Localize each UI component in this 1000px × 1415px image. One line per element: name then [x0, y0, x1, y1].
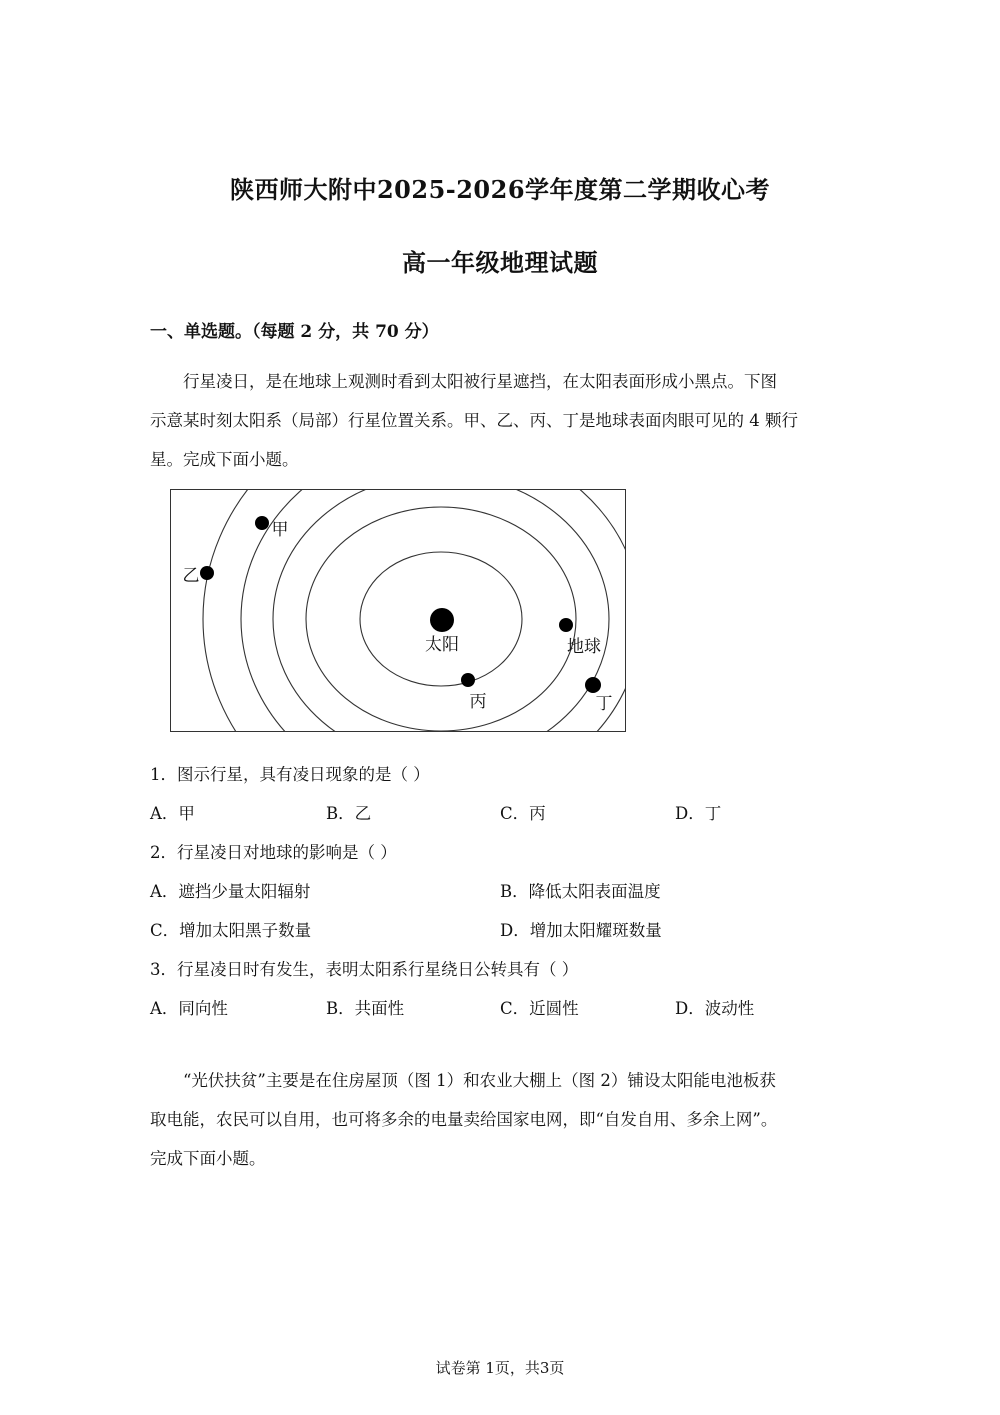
- planet-bing-dot: [461, 673, 475, 687]
- solar-system-figure: [170, 489, 626, 732]
- sun-dot: [430, 608, 454, 632]
- passage-1: [150, 362, 840, 479]
- earth-label: 地球: [567, 637, 601, 657]
- question-2-option-c[interactable]: C．增加太阳黑子数量: [150, 921, 312, 940]
- question-3-option-b[interactable]: B．共面性: [326, 999, 405, 1018]
- passage-1-line: 星。完成下面小题。: [150, 450, 299, 469]
- question-2-option-d[interactable]: D．增加太阳耀斑数量: [500, 921, 662, 940]
- exam-title-line1: 陕西师大附中2025-2026学年度第二学期收心考: [229, 175, 771, 204]
- question-2-option-a[interactable]: A．遮挡少量太阳辐射: [150, 882, 311, 901]
- planet-ding-label: 丁: [595, 694, 613, 714]
- page-footer: 试卷第 1页，共3页: [435, 1359, 565, 1377]
- passage-2-line: 取电能，农民可以自用，也可将多余的电量卖给国家电网，即“自发自用、多余上网”。: [150, 1110, 778, 1129]
- solar-system-diagram: [170, 489, 626, 732]
- exam-title-line2: 高一年级地理试题: [402, 248, 598, 277]
- passage-1-line: 示意某时刻太阳系（局部）行星位置关系。甲、乙、丙、丁是地球表面肉眼可见的 4 颗行: [150, 411, 798, 430]
- question-1-option-b[interactable]: B．乙: [326, 804, 372, 823]
- planet-bing-label: 丙: [469, 692, 487, 712]
- question-3-option-d[interactable]: D．波动性: [675, 999, 755, 1018]
- question-1-option-c[interactable]: C．丙: [500, 804, 546, 823]
- passage-2-line: 完成下面小题。: [150, 1149, 266, 1168]
- question-3-option-a[interactable]: A．同向性: [150, 999, 228, 1018]
- planet-ding-dot: [585, 677, 601, 693]
- question-1-option-d[interactable]: D．丁: [675, 804, 722, 823]
- question-1-stem: 1．图示行星，具有凌日现象的是（ ）: [150, 765, 430, 784]
- figure-frame: [171, 490, 626, 732]
- planet-yi-label: 乙: [182, 566, 200, 586]
- question-3-stem: 3．行星凌日时有发生，表明太阳系行星绕日公转具有（ ）: [150, 960, 579, 979]
- question-2-option-b[interactable]: B．降低太阳表面温度: [500, 882, 661, 901]
- question-2-stem: 2．行星凌日对地球的影响是（ ）: [150, 843, 397, 862]
- planet-jia-label: 甲: [271, 520, 289, 540]
- planet-jia-dot: [255, 516, 269, 530]
- section-heading: 一、单选题。（每题 2 分，共 70 分）: [150, 322, 439, 342]
- planet-yi-dot: [200, 566, 214, 580]
- sun-label: 太阳: [425, 635, 459, 655]
- question-1-option-a[interactable]: A．甲: [150, 804, 195, 823]
- question-3-option-c[interactable]: C．近圆性: [500, 999, 579, 1018]
- earth-dot: [559, 618, 573, 632]
- passage-2-line: “光伏扶贫”主要是在住房屋顶（图 1）和农业大棚上（图 2）铺设太阳能电池板获: [183, 1071, 776, 1090]
- passage-1-line: 行星凌日，是在地球上观测时看到太阳被行星遮挡，在太阳表面形成小黑点。下图: [183, 372, 777, 391]
- passage-2: [150, 1061, 840, 1178]
